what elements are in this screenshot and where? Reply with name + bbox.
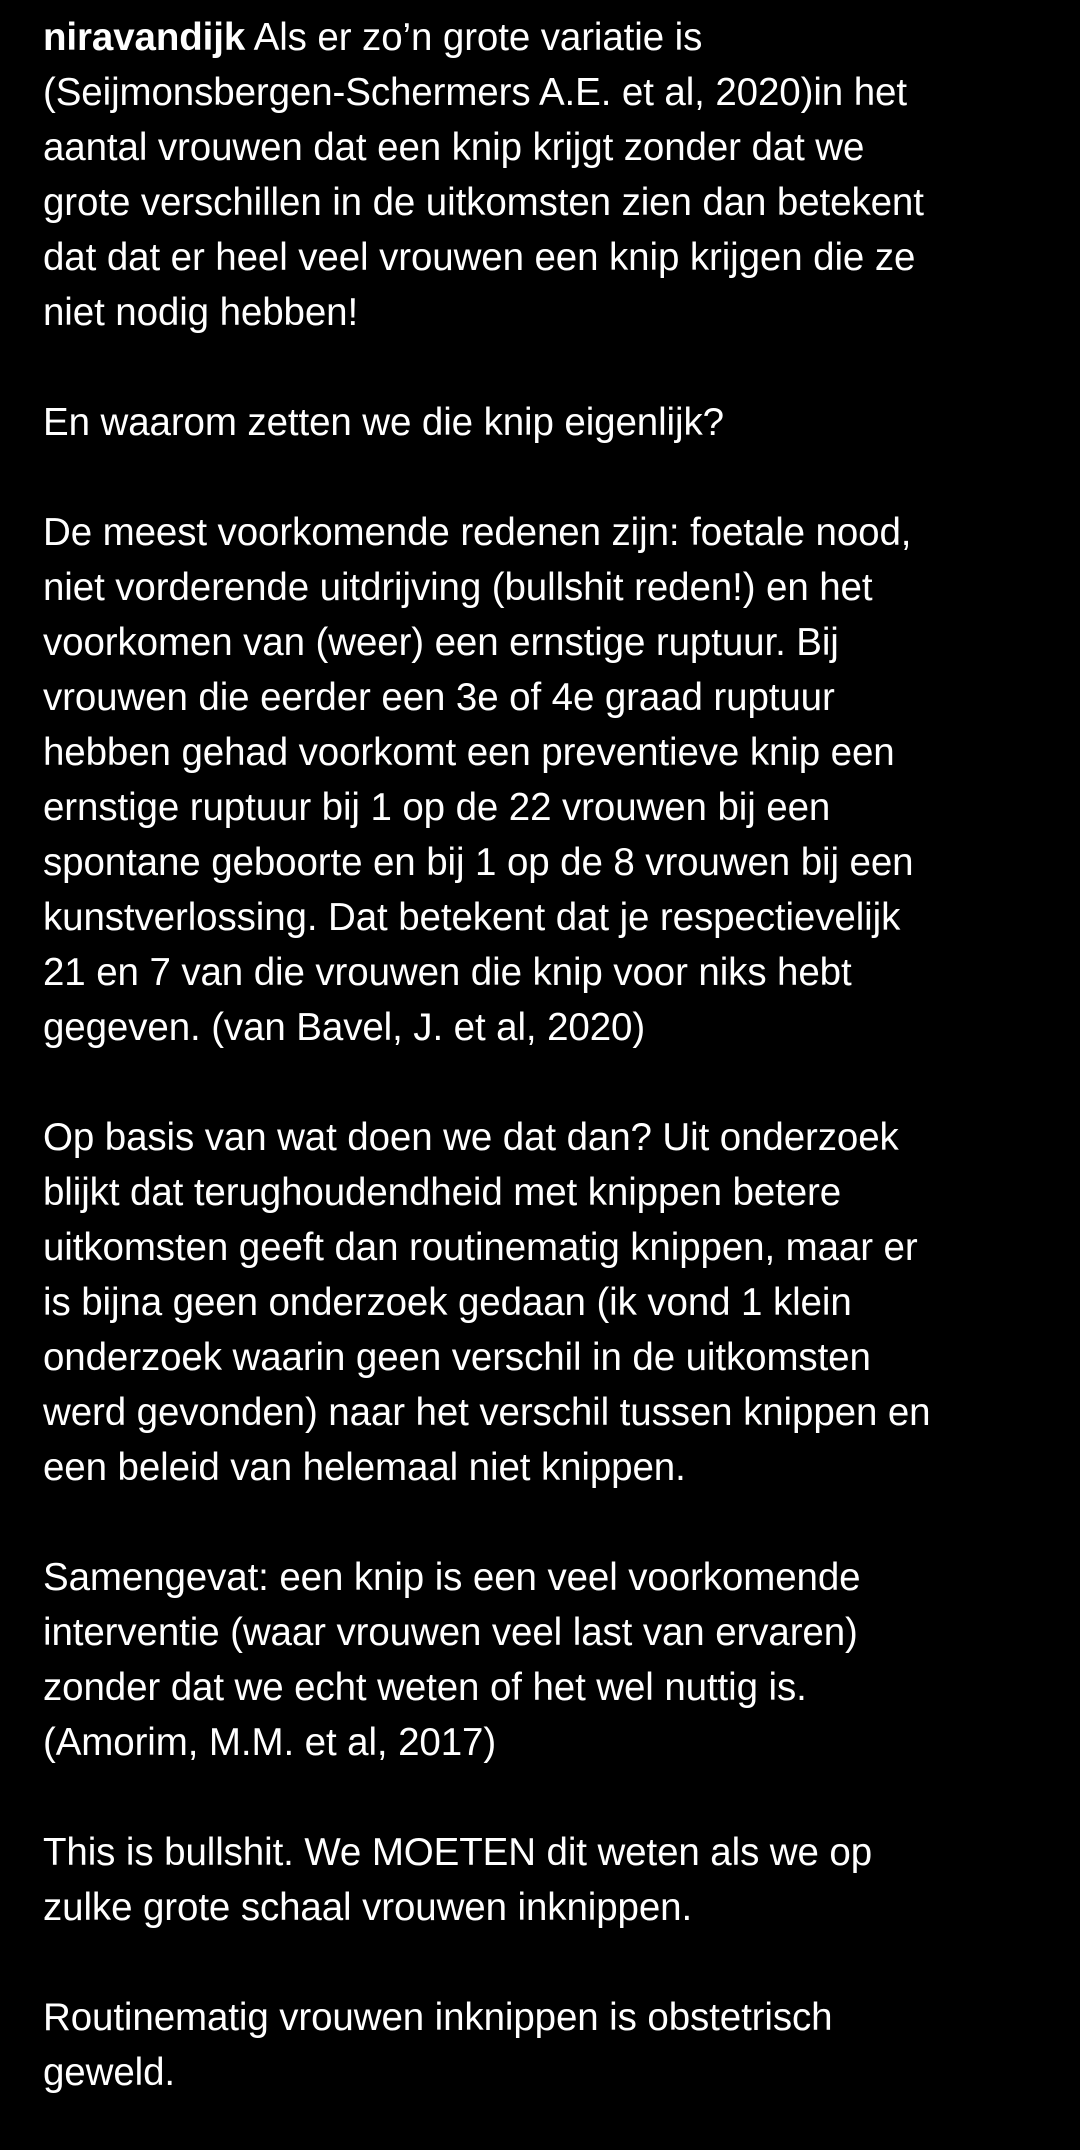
caption-line: 21 en 7 van die vrouwen die knip voor niks hebt: [43, 951, 852, 994]
post-caption: [43, 10, 1043, 2100]
caption-line: een beleid van helemaal niet knippen.: [43, 1446, 686, 1489]
caption-line: vrouwen die eerder een 3e of 4e graad ruptuur: [43, 676, 835, 719]
caption-line: Samengevat: een knip is een veel voorkomende: [43, 1556, 861, 1599]
username-link[interactable]: niravandijk: [43, 16, 246, 59]
caption-paragraph-4: [43, 1110, 1043, 1495]
caption-paragraph-1: [43, 10, 1043, 340]
caption-line: dat dat er heel veel vrouwen een knip krijgen die ze: [43, 236, 916, 279]
caption-paragraph-7: [43, 1990, 1043, 2100]
caption-paragraph-2: [43, 395, 1043, 450]
caption-line: (Seijmonsbergen-Schermers A.E. et al, 2020)in het: [43, 71, 907, 114]
caption-line: grote verschillen in de uitkomsten zien dan betekent: [43, 181, 924, 224]
caption-line: voorkomen van (weer) een ernstige ruptuur. Bij: [43, 621, 839, 664]
caption-line: zonder dat we echt weten of het wel nuttig is.: [43, 1666, 807, 1709]
caption-line: kunstverlossing. Dat betekent dat je respectievelijk: [43, 896, 901, 939]
caption-line: niet nodig hebben!: [43, 291, 359, 334]
caption-line: (Amorim, M.M. et al, 2017): [43, 1721, 497, 1764]
caption-line: aantal vrouwen dat een knip krijgt zonder dat we: [43, 126, 865, 169]
caption-line: niet vorderende uitdrijving (bullshit reden!) en het: [43, 566, 873, 609]
caption-line: spontane geboorte en bij 1 op de 8 vrouwen bij een: [43, 841, 914, 884]
caption-line: Op basis van wat doen we dat dan? Uit onderzoek: [43, 1116, 899, 1159]
caption-line: Routinematig vrouwen inknippen is obstetrisch: [43, 1996, 833, 2039]
caption-line: En waarom zetten we die knip eigenlijk?: [43, 401, 724, 444]
caption-paragraph-3: [43, 505, 1043, 1055]
caption-paragraph-6: [43, 1825, 1043, 1935]
caption-line: is bijna geen onderzoek gedaan (ik vond 1 klein: [43, 1281, 852, 1324]
caption-line: werd gevonden) naar het verschil tussen knippen en: [43, 1391, 931, 1434]
caption-line: gegeven. (van Bavel, J. et al, 2020): [43, 1006, 646, 1049]
caption-line: ernstige ruptuur bij 1 op de 22 vrouwen bij een: [43, 786, 831, 829]
caption-line: hebben gehad voorkomt een preventieve knip een: [43, 731, 895, 774]
caption-line: interventie (waar vrouwen veel last van ervaren): [43, 1611, 858, 1654]
caption-line: geweld.: [43, 2051, 176, 2094]
caption-line: uitkomsten geeft dan routinematig knippen, maar er: [43, 1226, 918, 1269]
caption-line: This is bullshit. We MOETEN dit weten als we op: [43, 1831, 873, 1874]
caption-line: zulke grote schaal vrouwen inknippen.: [43, 1886, 693, 1929]
caption-paragraph-5: [43, 1550, 1043, 1770]
caption-line: niravandijk Als er zo’n grote variatie is: [43, 16, 703, 59]
caption-line: onderzoek waarin geen verschil in de uitkomsten: [43, 1336, 871, 1379]
caption-line: blijkt dat terughoudendheid met knippen betere: [43, 1171, 842, 1214]
caption-line: De meest voorkomende redenen zijn: foetale nood,: [43, 511, 912, 554]
